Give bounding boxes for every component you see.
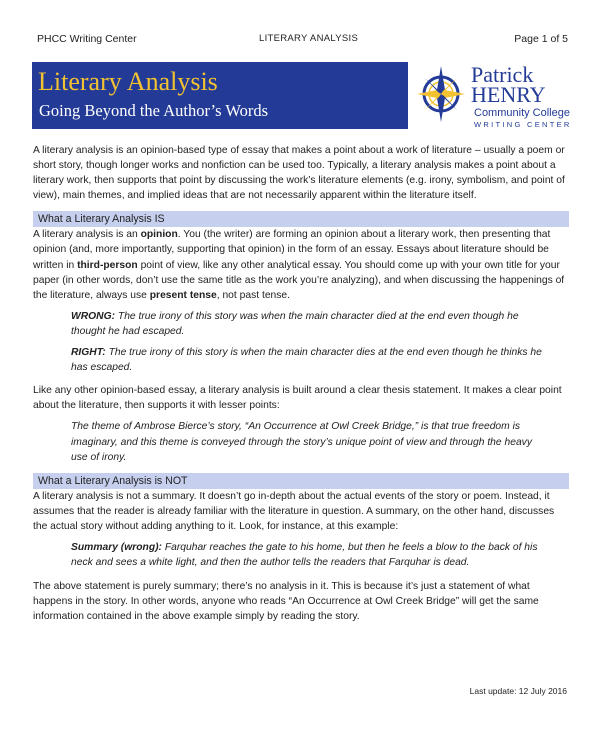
text-run: . You (the writer) are forming an opinion about a literary work, then presenting that opinion (and, more importantly, supporting that opinion) in the form of an essay. Essays about literature should be written in [33, 229, 551, 271]
wrong-example [33, 309, 569, 339]
section-not-paragraph: A literary analysis is not a summary. It doesn’t go in-depth about the actual events of the story or poem. Instead, it assumes that the reader is already familiar with the literature in question. A summary, on the other hand, discusses the actual story without adding anything to it. Look, for instance, at this example: [33, 490, 555, 532]
logo-line-3: Community College [474, 107, 570, 119]
wrong-label: WRONG: [71, 310, 116, 322]
logo-line-1: Patrick [471, 62, 534, 87]
bold-present-tense: present tense [149, 289, 217, 301]
document-title: Literary Analysis [38, 67, 218, 96]
logo-line-4: WRITING CENTER [474, 120, 572, 129]
document-subtitle: Going Beyond the Author’s Words [39, 101, 269, 120]
page-header [37, 33, 568, 49]
header-title: LITERARY ANALYSIS [259, 33, 359, 44]
section-heading-is-not: What a Literary Analysis is NOT [33, 473, 569, 489]
text-run: , not past tense. [216, 289, 291, 301]
closing-paragraph: The above statement is purely summary; there’s no analysis in it. This is because it’s just a statement of what happens in the story. In other words, anyone who reads “An Occurrence at Owl Creek Bridge” will get the same information contained in the above example simply by reading the story. [33, 581, 539, 623]
page-number: Page 1 of 5 [514, 33, 568, 45]
college-logo [415, 64, 575, 134]
section-is-paragraph [33, 227, 569, 302]
right-example [33, 345, 569, 375]
wrong-text: The true irony of this story was when the main character died at the end even though he thought he had escaped. [71, 310, 519, 337]
section-heading-is: What a Literary Analysis IS [33, 211, 569, 227]
summary-text: Farquhar reaches the gate to his home, but then he feels a blow to the back of his neck and sees a white light, and then the author tells the readers that Farquhar is dead. [71, 541, 538, 569]
thesis-example: The theme of Ambrose Bierce’s story, “An Occurrence at Owl Creek Bridge,” is that true freedom is imaginary, and this theme is conveyed through the story’s unique point of view and through the heavy use of irony. [71, 421, 532, 463]
document-body [33, 143, 569, 624]
bold-third-person: third-person [77, 259, 138, 271]
summary-example [33, 540, 569, 570]
header-left: PHCC Writing Center [37, 33, 137, 45]
summary-label: Summary (wrong): [71, 541, 162, 553]
thesis-paragraph: Like any other opinion-based essay, a literary analysis is built around a clear thesis statement. It makes a clear point about the literature, then supports it with lesser points: [33, 385, 562, 412]
last-update: Last update: 12 July 2016 [469, 686, 567, 696]
text-run: A literary analysis is an [33, 229, 141, 241]
title-banner [32, 62, 408, 129]
bold-opinion: opinion [140, 229, 178, 241]
logo-line-2: HENRY [471, 82, 546, 107]
right-text: The true irony of this story is when the main character dies at the end even though he thinks he has escaped. [71, 347, 542, 374]
text-run: point of view, like any other analytical essay. You should come up with your own title for your paper (in other words, don’t use the same title as the work you’re analyzing), and when discussing the happenings of the literature, always use [33, 259, 565, 301]
compass-star-icon [415, 64, 467, 124]
intro-paragraph: A literary analysis is an opinion-based type of essay that makes a point about a work of literature – usually a poem or short story, though longer works and nonfiction can be used too. Typically, a literary analysis makes a point about a literary work, then supports that point by discussing the work’s literature elements (e.g. irony, symbolism, and point of view), main themes, and implied ideas that are not necessarily apparent within the literature itself. [33, 145, 565, 202]
right-label: RIGHT: [71, 347, 106, 359]
